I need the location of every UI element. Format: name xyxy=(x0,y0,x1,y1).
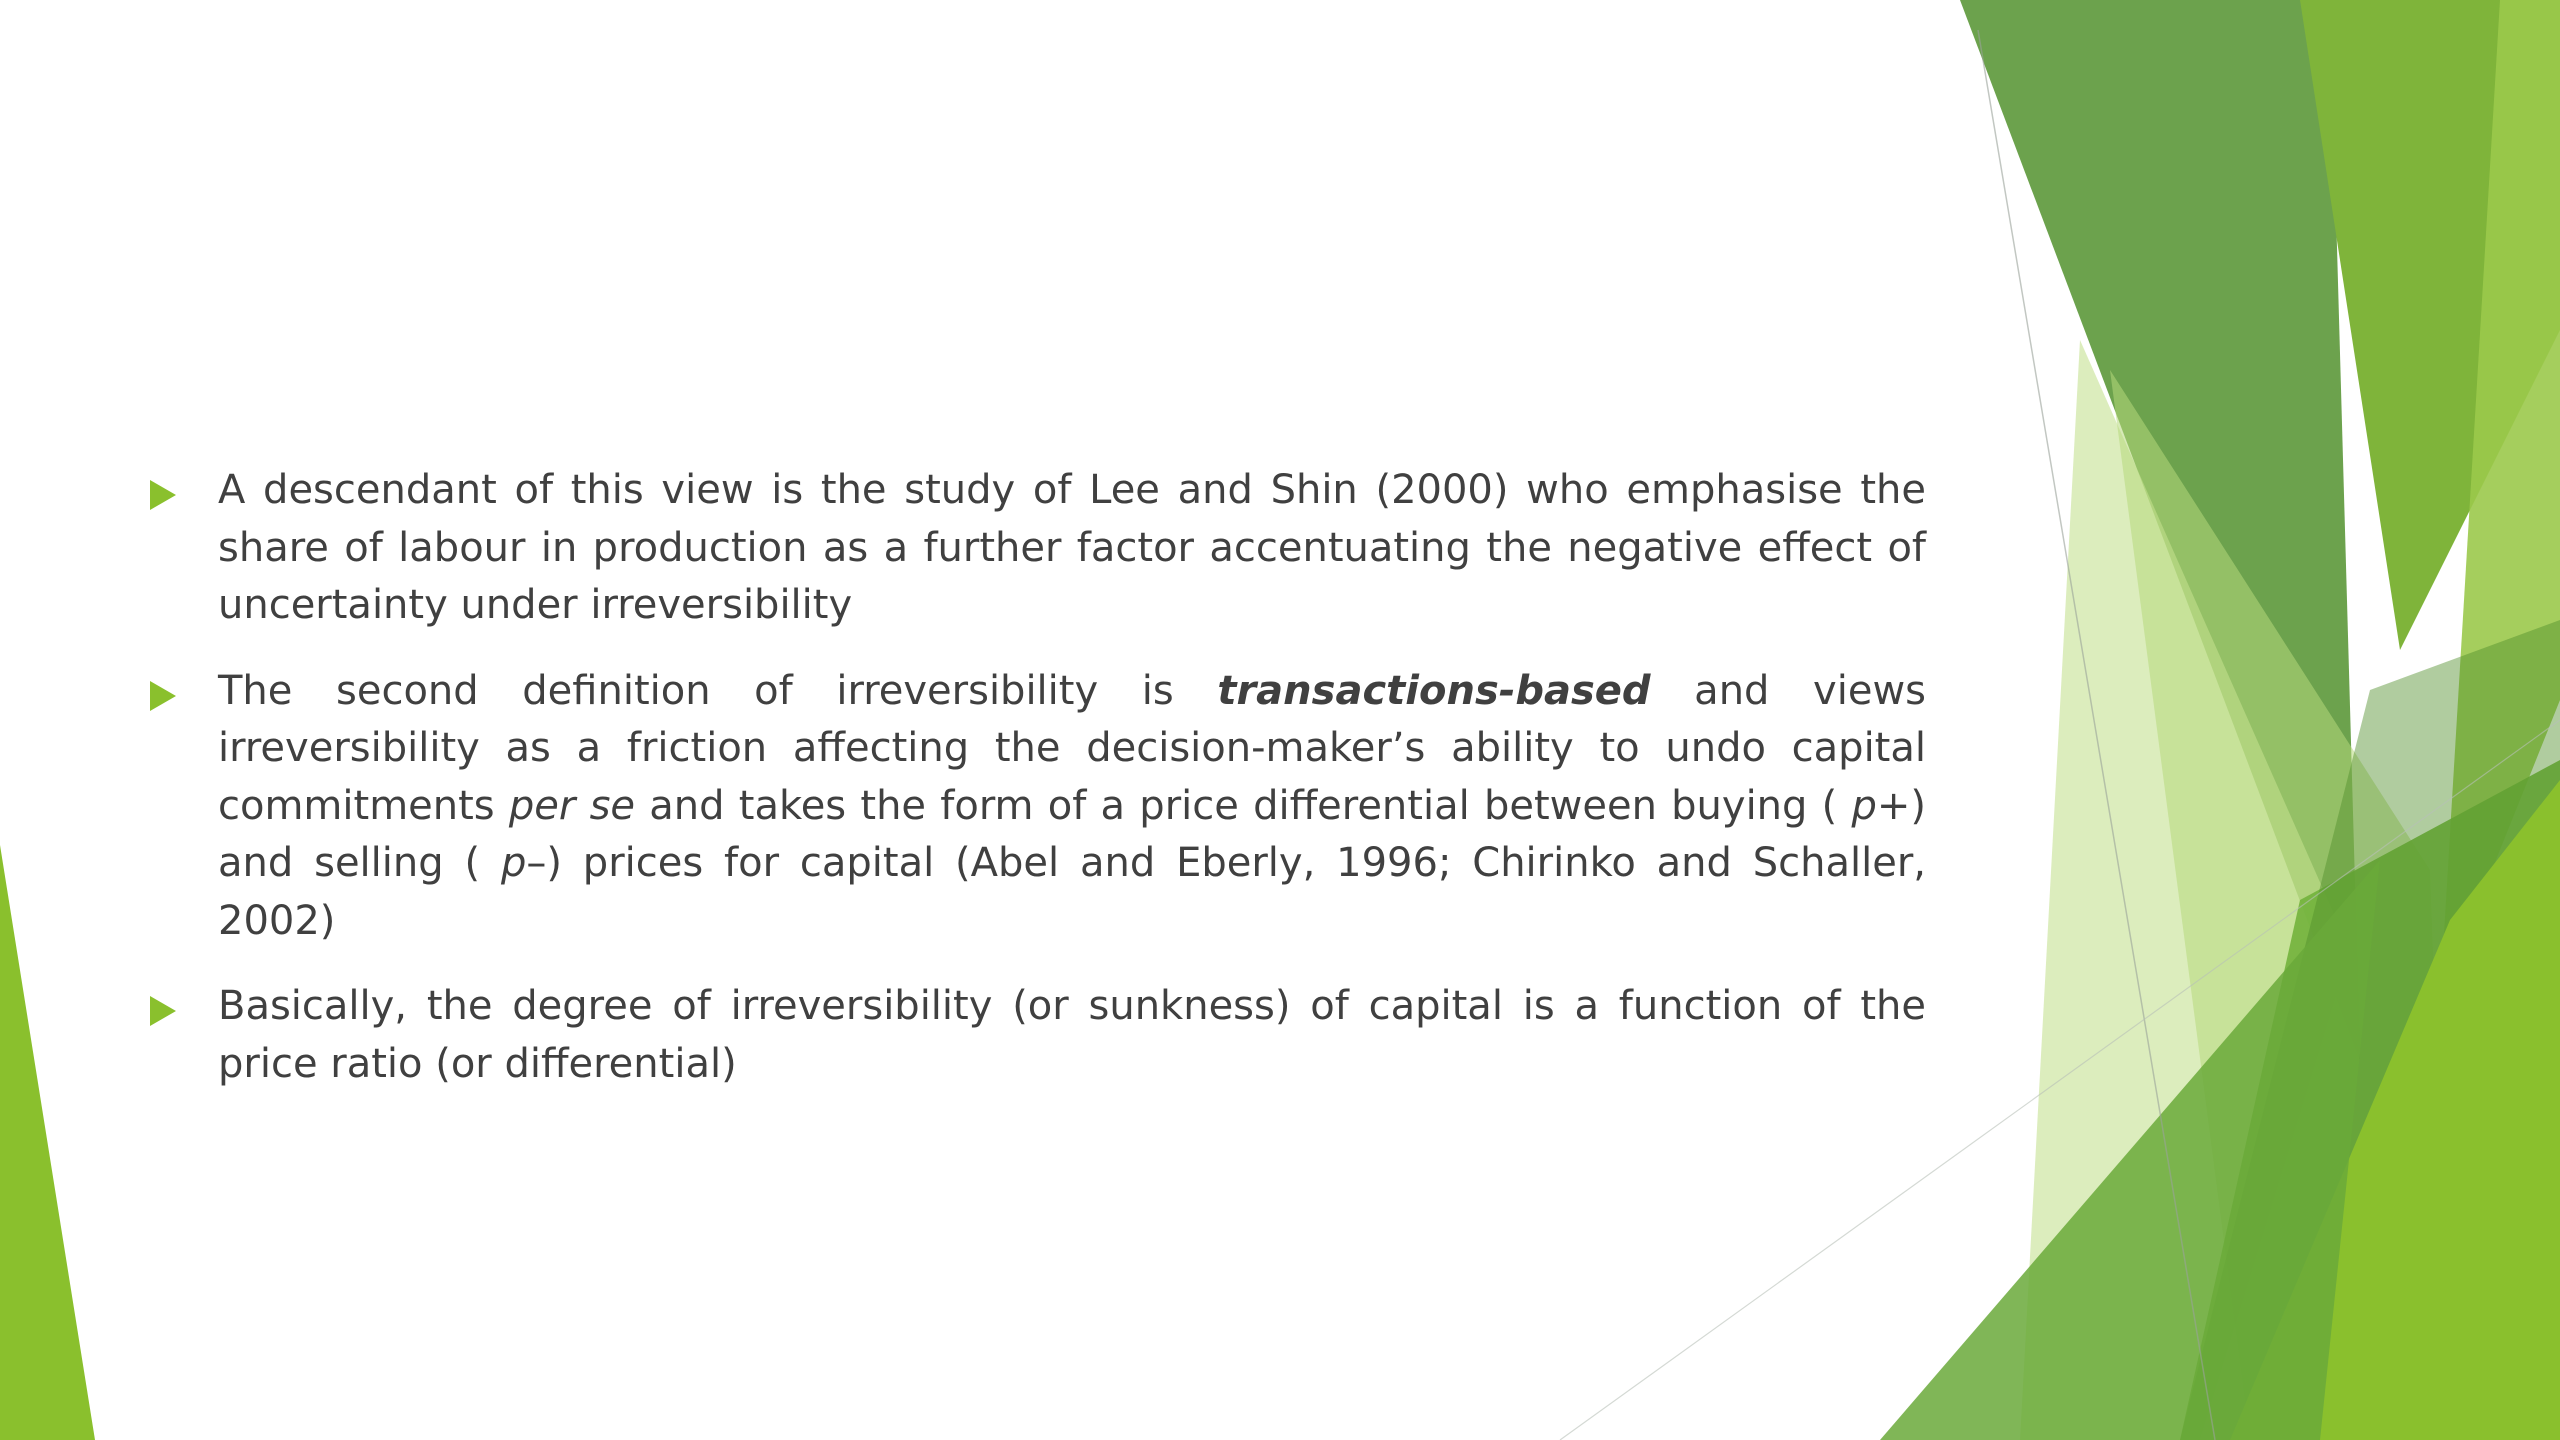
bullet-text-1: A descendant of this view is the study of Lee and Shin (2000) who emphasise the share of labour in production as a further factor accentuating the negative effect of uncertainty under irreversibility xyxy=(218,467,1926,628)
bullet-list xyxy=(150,462,1926,1121)
bullet-2-part-5: and takes the form of a price differential between buying ( xyxy=(635,782,1852,829)
bullet-2-italic-p-plus: p xyxy=(1851,782,1877,829)
bullet-2-part-1: The second definition of irreversibility is xyxy=(218,667,1218,714)
bullet-item-2 xyxy=(150,663,1926,951)
bullet-2-italic-per-se: per se xyxy=(508,782,636,829)
bullet-text-2 xyxy=(218,663,1926,951)
bullet-2-part-9: –) prices for capital (Abel and Eberly, 1996; Chirinko and Schaller, 2002) xyxy=(218,840,1926,944)
triangle-bullet-icon xyxy=(150,480,176,510)
bullet-2-part-3: and views irreversibility as a friction affecting the decision-maker’s ability to undo capital commitments xyxy=(218,667,1926,829)
left-green-sliver xyxy=(0,845,95,1440)
triangle-bullet-icon xyxy=(150,681,176,711)
bullet-2-emphasis-transactions-based: transactions-based xyxy=(1217,667,1651,714)
bullet-item-1 xyxy=(150,462,1926,635)
bullet-item-3 xyxy=(150,978,1926,1093)
bullet-2-italic-p-minus: p xyxy=(500,840,527,886)
bullet-text-3: Basically, the degree of irreversibility (or sunkness) of capital is a function of the price ratio (or differential) xyxy=(218,983,1926,1087)
triangle-bullet-icon xyxy=(150,996,176,1026)
bullet-2-part-7: +) and selling ( xyxy=(218,782,1927,886)
